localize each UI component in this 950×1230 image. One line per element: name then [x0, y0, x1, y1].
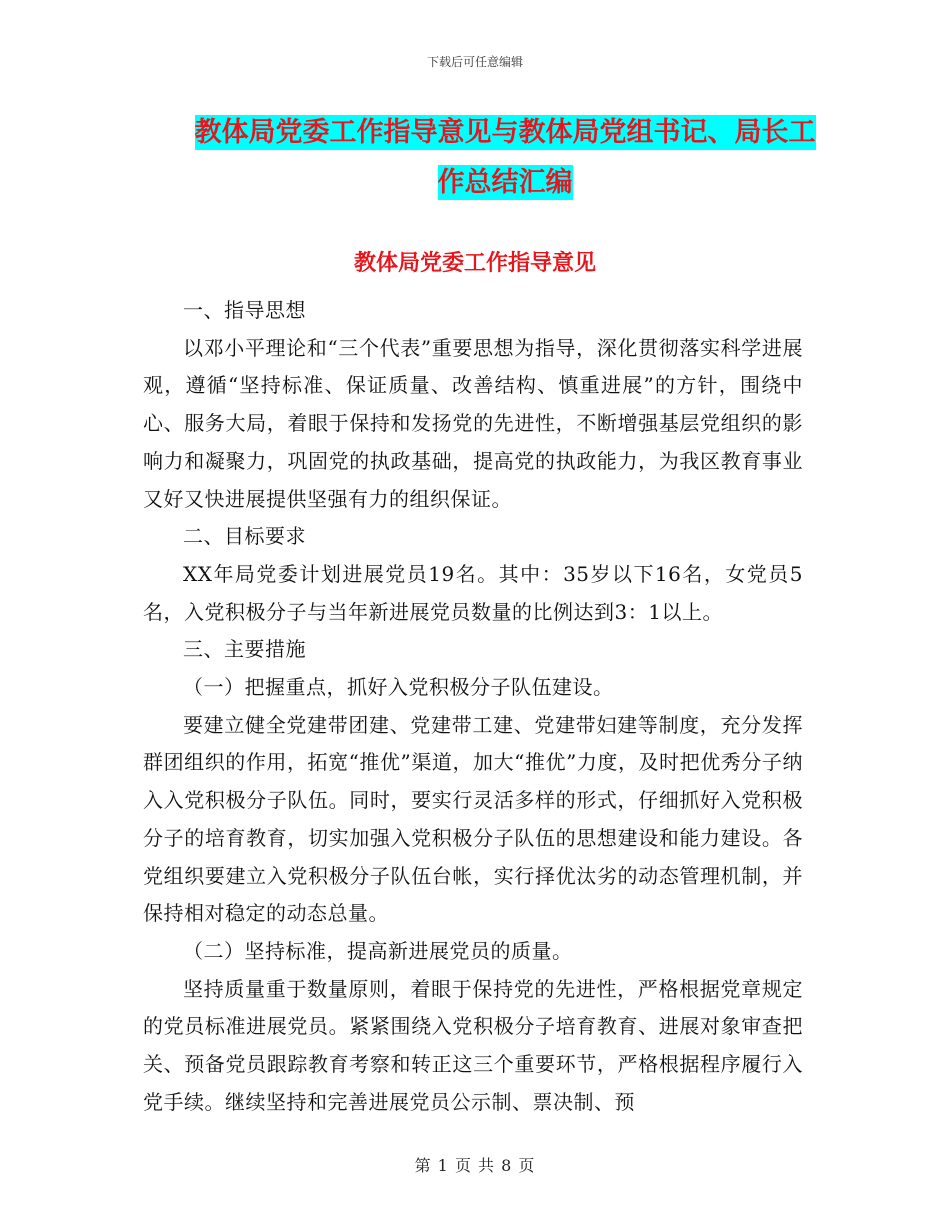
document-body: [143, 292, 803, 1121]
heading-guiding-ideology: 一、指导思想: [183, 298, 306, 322]
subheading-measure-2: （二）坚持标准，提高新进展党员的质量。: [183, 938, 573, 963]
paragraph-guiding-ideology: 以邓小平理论和“三个代表”重要思想为指导，深化贯彻落实科学进展观，遵循“坚持标准、保证质量、改善结构、慎重进展”的方针，围绕中心、服务大局，着眼于保持和发扬党的先进性，不断增强基层党组织的影响力和凝聚力，巩固党的执政基础，提高党的执政能力，为我区教育事业又好又快进展提供坚强有力的组织保证。: [143, 335, 803, 511]
page-footer: 第 1 页 共 8 页: [414, 1156, 536, 1175]
paragraph-goals: XX年局党委计划进展党员19名。其中：35岁以下16名，女党员5名，入党积极分子与当年新进展党员数量的比例达到3：1以上。: [143, 561, 803, 624]
document-title-line-1: 教体局党委工作指导意见与教体局党组书记、局长工: [194, 117, 816, 148]
section-title: 教体局党委工作指导意见: [353, 250, 596, 276]
heading-goals: 二、目标要求: [183, 524, 306, 549]
document-title-line-2: 作总结汇编: [437, 167, 573, 198]
document-title: [120, 108, 890, 208]
header-note: 下载后可任意编辑: [426, 55, 523, 69]
heading-measures: 三、主要措施: [183, 637, 306, 662]
subheading-measure-1: （一）把握重点，抓好入党积极分子队伍建设。: [183, 675, 614, 700]
paragraph-measure-1: 要建立健全党建带团建、党建带工建、党建带妇建等制度，充分发挥群团组织的作用，拓宽“推优”渠道，加大“推优”力度，及时把优秀分子纳入入党积极分子队伍。同时，要实行灵活多样的形式，仔细抓好入党积极分子的培育教育，切实加强入党积极分子队伍的思想建设和能力建设。各党组织要建立入党积极分子队伍台帐，实行择优汰劣的动态管理机制，并保持相对稳定的动态总量。: [143, 712, 803, 926]
paragraph-measure-2: 坚持质量重于数量原则，着眼于保持党的先进性，严格根据党章规定的党员标准进展党员。紧紧围绕入党积极分子培育教育、进展对象审查把关、预备党员跟踪教育考察和转正这三个重要环节，严格根据程序履行入党手续。继续坚持和完善进展党员公示制、票决制、预: [143, 976, 803, 1114]
